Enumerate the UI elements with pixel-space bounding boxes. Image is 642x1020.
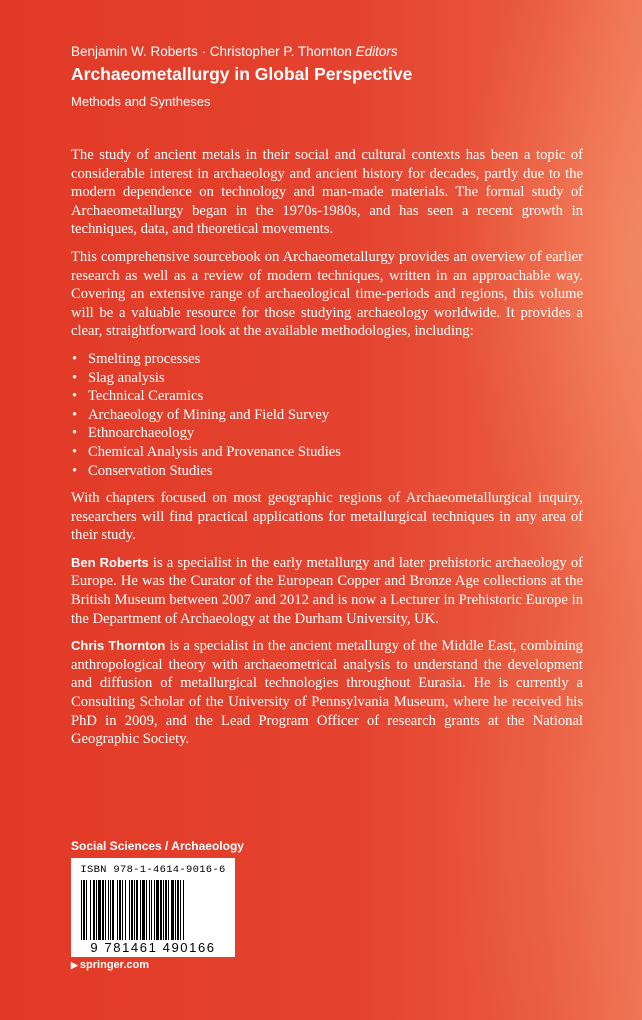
barcode-bar <box>156 880 159 940</box>
barcode-bar <box>154 880 155 940</box>
barcode-bar <box>131 880 133 940</box>
barcode-bar <box>180 880 181 940</box>
barcode-bar <box>122 880 123 940</box>
bio-roberts <box>71 554 583 628</box>
arrow-right-icon: ▶ <box>71 960 78 970</box>
barcode-bar <box>136 880 138 940</box>
list-item <box>71 424 583 443</box>
list-item <box>71 369 583 388</box>
description-body <box>71 146 583 758</box>
barcode-bar <box>117 880 118 940</box>
bullet-icon: • <box>72 350 78 367</box>
barcode-bar <box>81 880 82 940</box>
barcode-bar <box>86 880 87 940</box>
barcode-bar <box>149 880 150 940</box>
ean-digits: 9 781461 490166 <box>90 940 216 955</box>
editors-role: Editors <box>355 44 398 59</box>
list-item-label: Chemical Analysis and Provenance Studies <box>88 443 341 460</box>
barcode-bar <box>93 880 95 940</box>
list-item-label: Archaeology of Mining and Field Survey <box>88 406 330 423</box>
overview-paragraph: This comprehensive sourcebook on Archaeometallurgy provides an overview of earlier research as well as a review of modern techniques, written in an approachable way. Covering an extensive range of archaeological time-periods and regions, this volume will be a valuable resource for those studying archaeology worldwide. It provides a clear, straightforward look at the available methodologies, including: <box>71 248 583 340</box>
barcode-bar <box>105 880 106 940</box>
barcode-bar <box>183 880 184 940</box>
editors-names: Benjamin W. Roberts · Christopher P. Thornton <box>71 44 352 59</box>
barcode-bar <box>160 880 162 940</box>
barcode-bar <box>90 880 91 940</box>
barcode-bar <box>175 880 176 940</box>
bullet-icon: • <box>72 443 78 460</box>
barcode-bar <box>177 880 179 940</box>
isbn-label: ISBN 978-1-4614-9016-6 <box>80 864 226 876</box>
list-item <box>71 406 583 425</box>
barcode-bar <box>140 880 141 940</box>
subject-category: Social Sciences / Archaeology <box>71 839 244 853</box>
applications-paragraph: With chapters focused on most geographic regions of Archaeometallurgical inquiry, researchers will find practical applications for metallurgical techniques in any area of their study. <box>71 490 583 544</box>
barcode-bar <box>129 880 130 940</box>
bio-thornton-text: is a specialist in the ancient metallurgy of the Middle East, combining anthropological theory with archaeometrical analysis to understand the development and diffusion of metallurgical technologies throughout Eurasia. He is currently a Consulting Scholar of the University of Pennsylvania Museum, where he received his PhD in 2009, and the Lead Program Officer of research grants at the National Geographic Society. <box>71 638 583 748</box>
publisher-url: springer.com <box>79 959 149 971</box>
barcode-bar <box>83 880 85 940</box>
bullet-icon: • <box>72 388 78 405</box>
barcode-bar <box>171 880 174 940</box>
list-item-label: Conservation Studies <box>88 462 213 479</box>
barcode-bar <box>165 880 167 940</box>
list-item <box>71 462 583 481</box>
barcode-bar <box>108 880 109 940</box>
barcode-bar <box>110 880 111 940</box>
intro-paragraph: The study of ancient metals in their social and cultural contexts has been a topic of considerable interest in archaeology and ancient history for decades, partly due to the modern dependence on technology and man-made materials. The formal study of Archaeometallurgy began in the 1970s-1980s, and has seen a recent growth in techniques, data, and theoretical movements. <box>71 147 583 238</box>
barcode-bar <box>142 880 145 940</box>
list-item <box>71 387 583 406</box>
barcode-bar <box>125 880 126 940</box>
list-item <box>71 350 583 369</box>
list-item <box>71 443 583 462</box>
barcode-bar <box>96 880 97 940</box>
bullet-icon: • <box>72 462 78 479</box>
barcode-bar <box>119 880 121 940</box>
bullet-icon: • <box>72 406 78 423</box>
bullet-icon: • <box>72 369 78 386</box>
bio-roberts-text: is a specialist in the early metallurgy and later prehistoric archaeology of Europe. He was the Curator of the European Copper and Bronze Age collections at the British Museum between 2007 and 2012 and is now a Lecturer in Prehistoric Europe in the Department of Archaeology at the Durham University, UK. <box>71 554 583 627</box>
barcode-bar <box>112 880 114 940</box>
barcode-graphic <box>81 880 225 940</box>
barcode-bar <box>168 880 169 940</box>
list-item-label: Smelting processes <box>88 350 201 367</box>
barcode-bar <box>146 880 147 940</box>
barcode-block <box>71 858 235 957</box>
list-item-label: Slag analysis <box>88 369 165 386</box>
bio-roberts-name: Ben Roberts <box>71 554 149 570</box>
bullet-icon: • <box>72 425 78 442</box>
methodology-list <box>71 350 583 480</box>
book-title: Archaeometallurgy in Global Perspective <box>71 64 413 84</box>
list-item-label: Ethnoarchaeology <box>88 425 195 442</box>
list-item-label: Technical Ceramics <box>88 388 204 405</box>
book-subtitle: Methods and Syntheses <box>71 94 211 109</box>
barcode-bar <box>134 880 135 940</box>
barcode-bar <box>102 880 104 940</box>
editors-line <box>71 44 398 59</box>
barcode-bar <box>151 880 152 940</box>
publisher-link[interactable] <box>71 959 149 971</box>
bio-thornton <box>71 637 583 749</box>
bio-thornton-name: Chris Thornton <box>71 638 166 654</box>
barcode-bar <box>163 880 164 940</box>
barcode-bar <box>98 880 101 940</box>
